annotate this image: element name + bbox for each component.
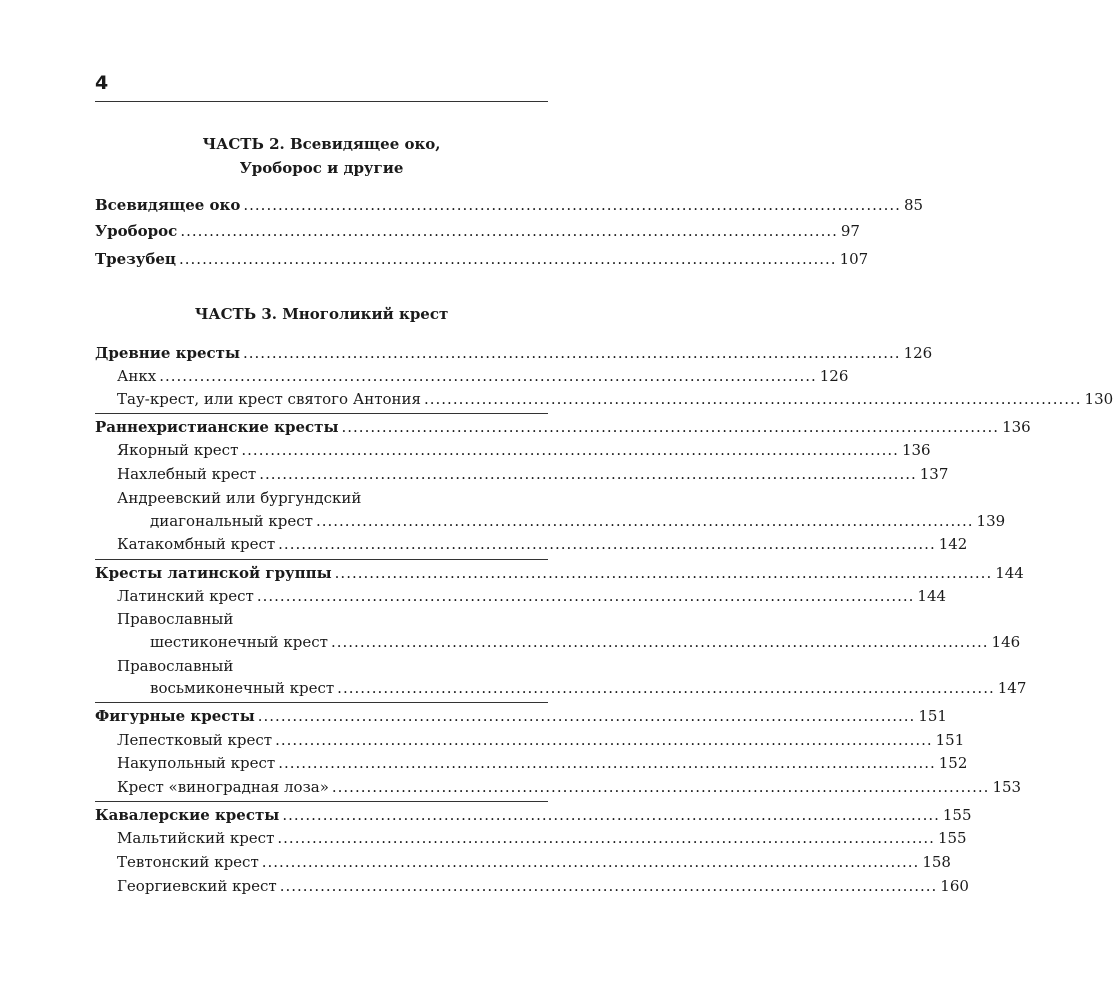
toc-section[interactable]: [95, 342, 933, 365]
toc-item-page: 152: [938, 754, 968, 772]
toc-entry-page: 97: [840, 222, 860, 240]
toc-item-title: диагональный крест: [150, 512, 313, 530]
toc-section[interactable]: [95, 705, 947, 728]
toc-entry[interactable]: [95, 220, 860, 243]
toc-item-title: восьмиконечный крест: [150, 679, 335, 697]
toc-item-title: Тевтонский крест: [117, 853, 259, 871]
toc-item-title: Нахлебный крест: [117, 465, 257, 483]
toc-section[interactable]: [95, 562, 1024, 585]
toc-item-first-line: Православный: [117, 610, 234, 628]
toc-item-title: Якорный крест: [117, 441, 239, 459]
part2-title-line2: Уроборос и другие: [239, 159, 404, 177]
toc-item-page: 137: [919, 465, 949, 483]
toc-item[interactable]: [117, 533, 968, 556]
page-number: 4: [95, 72, 109, 94]
toc-item-page: 158: [922, 853, 951, 871]
leader-dots: ..................................................................................................................: [179, 250, 837, 268]
toc-item-page: 146: [991, 633, 1021, 651]
leader-dots: ..................................................................................................................: [331, 778, 990, 796]
toc-section-title: Фигурные кресты: [95, 707, 255, 725]
leader-dots: ..................................................................................................................: [277, 829, 935, 847]
toc-item[interactable]: [150, 631, 1021, 654]
toc-item[interactable]: [117, 827, 967, 850]
leader-dots: ..................................................................................................................: [257, 707, 916, 725]
leader-dots: ..................................................................................................................: [282, 806, 940, 824]
toc-entry-page: 85: [903, 196, 924, 214]
toc-item-page: 136: [901, 441, 931, 459]
toc-section-page: 136: [1002, 418, 1031, 436]
toc-item-page: 147: [997, 679, 1027, 697]
leader-dots: ..................................................................................................................: [241, 441, 899, 459]
toc-section-title: Кавалерские кресты: [95, 806, 280, 824]
leader-dots: ..................................................................................................................: [334, 564, 993, 582]
leader-dots: ..................................................................................................................: [243, 344, 901, 362]
toc-item[interactable]: [117, 365, 849, 388]
section-separator: [95, 559, 548, 560]
toc-item-page: 130: [1084, 390, 1113, 408]
toc-item[interactable]: [117, 776, 1022, 799]
toc-section-page: 155: [942, 806, 972, 824]
toc-item-title: Анкх: [117, 367, 157, 385]
toc-section[interactable]: [95, 804, 972, 827]
section-separator: [95, 801, 548, 802]
toc-item[interactable]: [150, 510, 1006, 533]
leader-dots: ..................................................................................................................: [279, 877, 938, 895]
toc-item-page: 151: [935, 731, 965, 749]
leader-dots: ..................................................................................................................: [278, 535, 936, 553]
toc-item[interactable]: [117, 585, 947, 608]
leader-dots: ..................................................................................................................: [259, 465, 917, 483]
header-rule: [95, 101, 548, 102]
toc-item[interactable]: [117, 752, 968, 775]
toc-section-page: 144: [995, 564, 1024, 582]
toc-item-page: 155: [937, 829, 967, 847]
leader-dots: ..................................................................................................................: [256, 587, 915, 605]
toc-entry[interactable]: [95, 248, 869, 271]
leader-dots: ..................................................................................................................: [159, 367, 817, 385]
toc-item-title: шестиконечный крест: [150, 633, 328, 651]
toc-item[interactable]: [117, 729, 965, 752]
toc-section-title: Кресты латинской группы: [95, 564, 332, 582]
leader-dots: ..................................................................................................................: [278, 754, 936, 772]
toc-item[interactable]: [117, 875, 969, 898]
section-separator: [95, 413, 548, 414]
toc-section-page: 151: [918, 707, 947, 725]
toc-entry-title: Уроборос: [95, 222, 178, 240]
toc-section-page: 126: [903, 344, 933, 362]
leader-dots: ..................................................................................................................: [337, 679, 995, 697]
toc-entry[interactable]: [95, 194, 924, 217]
toc-item-page: 160: [940, 877, 969, 895]
leader-dots: ..................................................................................................................: [275, 731, 933, 749]
toc-section-title: Древние кресты: [95, 344, 240, 362]
toc-item-page: 139: [976, 512, 1006, 530]
toc-item[interactable]: [117, 439, 931, 462]
leader-dots: ..................................................................................................................: [243, 196, 901, 214]
toc-item-page: 144: [917, 587, 947, 605]
toc-section-title: Раннехристианские кресты: [95, 418, 339, 436]
toc-item-title: Георгиевский крест: [117, 877, 277, 895]
leader-dots: ..................................................................................................................: [330, 633, 989, 651]
leader-dots: ..................................................................................................................: [341, 418, 1000, 436]
toc-section[interactable]: [95, 416, 1031, 439]
toc-item[interactable]: [117, 851, 951, 874]
toc-item-title: Мальтийский крест: [117, 829, 275, 847]
toc-entry-title: Всевидящее око: [95, 196, 241, 214]
toc-item[interactable]: [150, 677, 1027, 700]
toc-item-title: Лепестковый крест: [117, 731, 273, 749]
toc-item-title: Латинский крест: [117, 587, 254, 605]
toc-item-first-line: Православный: [117, 657, 234, 675]
leader-dots: ..................................................................................................................: [315, 512, 974, 530]
toc-item-page: 142: [938, 535, 968, 553]
part3-title: ЧАСТЬ 3. Многоликий крест: [194, 305, 449, 323]
toc-item-title: Тау-крест, или крест святого Антония: [117, 390, 421, 408]
section-separator: [95, 702, 548, 703]
toc-item[interactable]: [117, 388, 1113, 411]
toc-item-page: 153: [992, 778, 1022, 796]
leader-dots: ..................................................................................................................: [261, 853, 920, 871]
toc-item-title: Катакомбный крест: [117, 535, 276, 553]
toc-item-page: 126: [819, 367, 849, 385]
toc-item-title: Накупольный крест: [117, 754, 276, 772]
toc-entry-title: Трезубец: [95, 250, 176, 268]
part2-title-line1: ЧАСТЬ 2. Всевидящее око,: [202, 135, 441, 153]
toc-item-first-line: Андреевский или бургундский: [117, 489, 362, 507]
toc-item[interactable]: [117, 463, 949, 486]
toc-item-title: Крест «виноградная лоза»: [117, 778, 329, 796]
leader-dots: ..................................................................................................................: [180, 222, 838, 240]
leader-dots: ..................................................................................................................: [423, 390, 1082, 408]
toc-entry-page: 107: [839, 250, 869, 268]
